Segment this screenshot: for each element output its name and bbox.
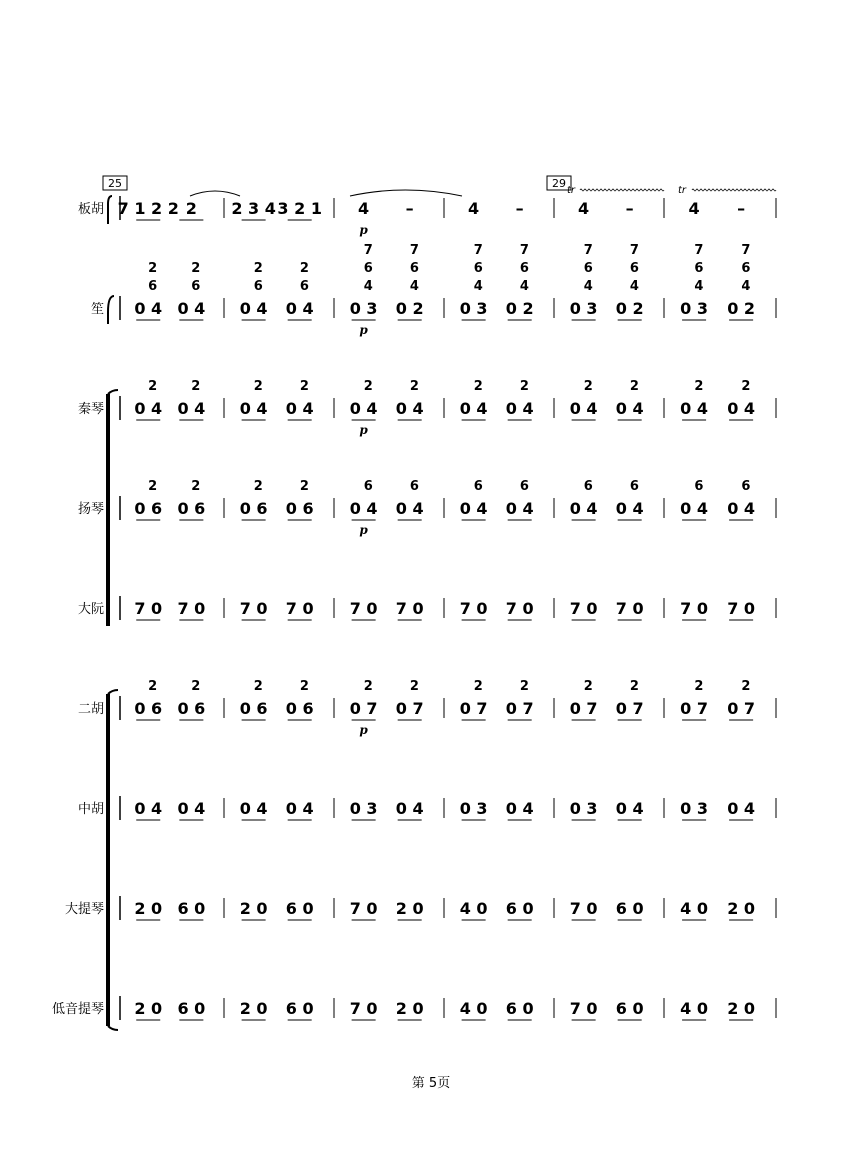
chord-digit: 2 <box>741 679 751 694</box>
note-group: 0 6 <box>285 499 314 518</box>
chord-digit: 2 <box>148 479 158 494</box>
chord-digit: 2 <box>629 679 639 694</box>
chord-digit: 6 <box>299 279 309 294</box>
chord-digit: 6 <box>629 479 639 494</box>
note-group: 0 3 <box>569 299 598 318</box>
chord-digit: 2 <box>519 679 529 694</box>
chord-digit: 6 <box>583 479 593 494</box>
instrument-label: 大提琴 <box>64 902 104 917</box>
rehearsal-mark-25: 25 <box>108 177 122 190</box>
chord-digit: 6 <box>363 479 373 494</box>
chord-digit: 6 <box>519 479 529 494</box>
note-group: 0 4 <box>134 299 163 318</box>
note-group: 0 4 <box>395 799 424 818</box>
note-group: 4 <box>578 199 590 218</box>
chord-digit: 2 <box>583 679 593 694</box>
note-group: 7 0 <box>285 599 314 618</box>
note-group: 7 1 2 2 <box>117 199 179 218</box>
note-group: 7 0 <box>459 599 488 618</box>
chord-digit: 6 <box>409 479 419 494</box>
note-group: 0 2 <box>615 299 644 318</box>
note-group: 0 4 <box>569 499 598 518</box>
chord-digit: 6 <box>473 479 483 494</box>
chord-digit: 7 <box>583 243 593 258</box>
note-group: 0 3 <box>349 299 378 318</box>
instrument-label: 中胡 <box>77 802 104 817</box>
chord-digit: 6 <box>694 479 704 494</box>
chord-digit: 6 <box>191 279 201 294</box>
note-group: 0 4 <box>727 799 756 818</box>
chord-digit: 4 <box>629 279 639 294</box>
note-group: 0 4 <box>395 399 424 418</box>
note-group: 4 <box>358 199 370 218</box>
instrument-label: 笙 <box>90 302 104 317</box>
note-group: 0 3 <box>459 299 488 318</box>
chord-digit: 6 <box>519 261 529 276</box>
note-group: 6 0 <box>285 999 314 1018</box>
chord-digit: 4 <box>741 279 751 294</box>
chord-digit: 2 <box>694 679 704 694</box>
note-group: 7 0 <box>239 599 268 618</box>
dynamic-marking: p <box>359 423 368 437</box>
note-group: 2 0 <box>395 899 424 918</box>
note-group: 0 6 <box>134 499 163 518</box>
chord-digit: 2 <box>299 379 309 394</box>
note-group: 6 0 <box>615 999 644 1018</box>
note-group: 0 4 <box>239 399 268 418</box>
note-group: 0 7 <box>395 699 424 718</box>
rehearsal-mark-29: 29 <box>552 177 566 190</box>
chord-digit: 2 <box>519 379 529 394</box>
note-group: 6 0 <box>615 899 644 918</box>
chord-digit: 7 <box>363 243 373 258</box>
note-group: 0 4 <box>349 499 378 518</box>
note-group: 4 0 <box>459 999 488 1018</box>
note-group: 0 4 <box>349 399 378 418</box>
note-group: 0 4 <box>727 499 756 518</box>
note-group: 0 4 <box>615 499 644 518</box>
note-group: 7 0 <box>395 599 424 618</box>
chord-digit: 2 <box>299 679 309 694</box>
note-group: 4 <box>688 199 700 218</box>
note-group: 0 2 <box>505 299 534 318</box>
note-group: 0 4 <box>459 499 488 518</box>
instrument-label: 二胡 <box>77 702 104 717</box>
note-group: 4 0 <box>459 899 488 918</box>
note-group: 6 0 <box>505 999 534 1018</box>
note-group: – <box>405 199 414 218</box>
note-group: 7 0 <box>615 599 644 618</box>
chord-digit: 2 <box>253 479 263 494</box>
note-group: 6 0 <box>285 899 314 918</box>
note-group: 7 0 <box>727 599 756 618</box>
dynamic-marking: p <box>359 223 368 237</box>
bracket-hook <box>108 390 118 394</box>
chord-digit: 4 <box>409 279 419 294</box>
dynamic-marking: p <box>359 323 368 337</box>
note-group: 0 4 <box>615 399 644 418</box>
note-group: 0 7 <box>727 699 756 718</box>
note-group: 0 6 <box>134 699 163 718</box>
chord-digit: 2 <box>191 679 201 694</box>
note-group: – <box>625 199 634 218</box>
note-group: 0 4 <box>285 799 314 818</box>
chord-digit: 4 <box>583 279 593 294</box>
chord-digit: 6 <box>473 261 483 276</box>
bracket-hook <box>108 690 118 694</box>
chord-digit: 2 <box>191 479 201 494</box>
note-group: 7 0 <box>349 899 378 918</box>
instrument-label: 秦琴 <box>77 402 104 417</box>
note-group: 0 3 <box>459 799 488 818</box>
chord-digit: 2 <box>253 679 263 694</box>
chord-digit: 2 <box>741 379 751 394</box>
note-group: 3 2 1 <box>277 199 322 218</box>
note-group: 7 0 <box>505 599 534 618</box>
chord-digit: 2 <box>191 261 201 276</box>
note-group: 7 0 <box>177 599 206 618</box>
trill-mark: tr <box>566 185 576 196</box>
chord-digit: 6 <box>253 279 263 294</box>
chord-digit: 2 <box>299 479 309 494</box>
chord-digit: 2 <box>363 679 373 694</box>
note-group: 0 6 <box>177 499 206 518</box>
note-group: 0 4 <box>680 499 709 518</box>
note-group: 2 0 <box>727 899 756 918</box>
note-group: 0 4 <box>285 299 314 318</box>
chord-digit: 2 <box>473 379 483 394</box>
note-group: 0 7 <box>615 699 644 718</box>
chord-digit: 6 <box>741 261 751 276</box>
chord-digit: 4 <box>363 279 373 294</box>
note-group: 0 4 <box>727 399 756 418</box>
note-group: 0 7 <box>680 699 709 718</box>
chord-digit: 2 <box>148 679 158 694</box>
note-group: 0 6 <box>285 699 314 718</box>
note-group: 7 0 <box>349 999 378 1018</box>
chord-digit: 2 <box>253 379 263 394</box>
note-group: 0 2 <box>727 299 756 318</box>
chord-digit: 2 <box>148 261 158 276</box>
note-group: 2 <box>185 199 197 218</box>
note-group: 0 4 <box>505 399 534 418</box>
note-group: 2 0 <box>134 999 163 1018</box>
note-group: 0 4 <box>569 399 598 418</box>
chord-digit: 2 <box>253 261 263 276</box>
note-group: 2 0 <box>727 999 756 1018</box>
chord-digit: 6 <box>148 279 158 294</box>
page-number: 第 5页 <box>411 1076 451 1091</box>
note-group: 2 0 <box>239 999 268 1018</box>
trill-mark: tr <box>677 185 687 196</box>
note-group: 0 4 <box>285 399 314 418</box>
chord-digit: 2 <box>629 379 639 394</box>
note-group: 0 4 <box>177 299 206 318</box>
note-group: 0 4 <box>505 499 534 518</box>
slur <box>350 190 462 196</box>
chord-digit: 6 <box>583 261 593 276</box>
chord-digit: 6 <box>363 261 373 276</box>
note-group: 6 0 <box>505 899 534 918</box>
trill-line <box>692 189 776 191</box>
note-group: 0 6 <box>239 699 268 718</box>
note-group: 0 4 <box>459 399 488 418</box>
instrument-label: 低音提琴 <box>51 1002 104 1017</box>
chord-digit: 2 <box>583 379 593 394</box>
chord-digit: 6 <box>741 479 751 494</box>
note-group: 0 7 <box>569 699 598 718</box>
chord-digit: 2 <box>409 379 419 394</box>
note-group: 0 4 <box>395 499 424 518</box>
instrument-label: 扬琴 <box>77 502 104 517</box>
dynamic-marking: p <box>359 723 368 737</box>
note-group: 0 3 <box>349 799 378 818</box>
chord-digit: 2 <box>299 261 309 276</box>
chord-digit: 4 <box>473 279 483 294</box>
note-group: 6 0 <box>177 999 206 1018</box>
note-group: 7 0 <box>680 599 709 618</box>
brace-sheng <box>108 296 114 324</box>
note-group: 0 4 <box>134 799 163 818</box>
note-group: 7 0 <box>349 599 378 618</box>
chord-digit: 2 <box>148 379 158 394</box>
note-group: 7 0 <box>569 599 598 618</box>
note-group: 4 0 <box>680 999 709 1018</box>
note-group: 0 7 <box>349 699 378 718</box>
note-group: 0 4 <box>239 799 268 818</box>
instrument-label: 大阮 <box>77 602 104 617</box>
chord-digit: 6 <box>629 261 639 276</box>
note-group: 2 3 4 <box>231 199 276 218</box>
note-group: 0 2 <box>395 299 424 318</box>
chord-digit: 7 <box>629 243 639 258</box>
note-group: 0 4 <box>505 799 534 818</box>
chord-digit: 2 <box>473 679 483 694</box>
trill-line <box>580 189 664 191</box>
note-group: 7 0 <box>134 599 163 618</box>
slur <box>190 191 240 196</box>
chord-digit: 4 <box>519 279 529 294</box>
chord-digit: 6 <box>409 261 419 276</box>
note-group: 0 7 <box>459 699 488 718</box>
instrument-label: 板胡 <box>77 202 104 217</box>
note-group: 6 0 <box>177 899 206 918</box>
note-group: 0 4 <box>680 399 709 418</box>
note-group: 0 6 <box>177 699 206 718</box>
note-group: 0 4 <box>239 299 268 318</box>
note-group: 0 3 <box>680 299 709 318</box>
note-group: 2 0 <box>395 999 424 1018</box>
chord-digit: 6 <box>694 261 704 276</box>
note-group: 0 4 <box>177 399 206 418</box>
note-group: 0 4 <box>615 799 644 818</box>
note-group: 4 0 <box>680 899 709 918</box>
chord-digit: 7 <box>473 243 483 258</box>
bracket-hook <box>108 1026 118 1030</box>
chord-digit: 7 <box>741 243 751 258</box>
note-group: 0 4 <box>177 799 206 818</box>
dynamic-marking: p <box>359 523 368 537</box>
note-group: – <box>515 199 524 218</box>
chord-digit: 2 <box>409 679 419 694</box>
note-group: 0 7 <box>505 699 534 718</box>
note-group: 2 0 <box>239 899 268 918</box>
note-group: 4 <box>468 199 480 218</box>
note-group: 2 0 <box>134 899 163 918</box>
chord-digit: 7 <box>694 243 704 258</box>
note-group: 0 3 <box>680 799 709 818</box>
chord-digit: 2 <box>694 379 704 394</box>
chord-digit: 7 <box>409 243 419 258</box>
note-group: 0 4 <box>134 399 163 418</box>
chord-digit: 2 <box>191 379 201 394</box>
chord-digit: 4 <box>694 279 704 294</box>
chord-digit: 7 <box>519 243 529 258</box>
note-group: 0 6 <box>239 499 268 518</box>
chord-digit: 2 <box>363 379 373 394</box>
note-group: 0 3 <box>569 799 598 818</box>
brace-banhu <box>108 196 112 224</box>
note-group: 7 0 <box>569 899 598 918</box>
note-group: – <box>737 199 746 218</box>
note-group: 7 0 <box>569 999 598 1018</box>
